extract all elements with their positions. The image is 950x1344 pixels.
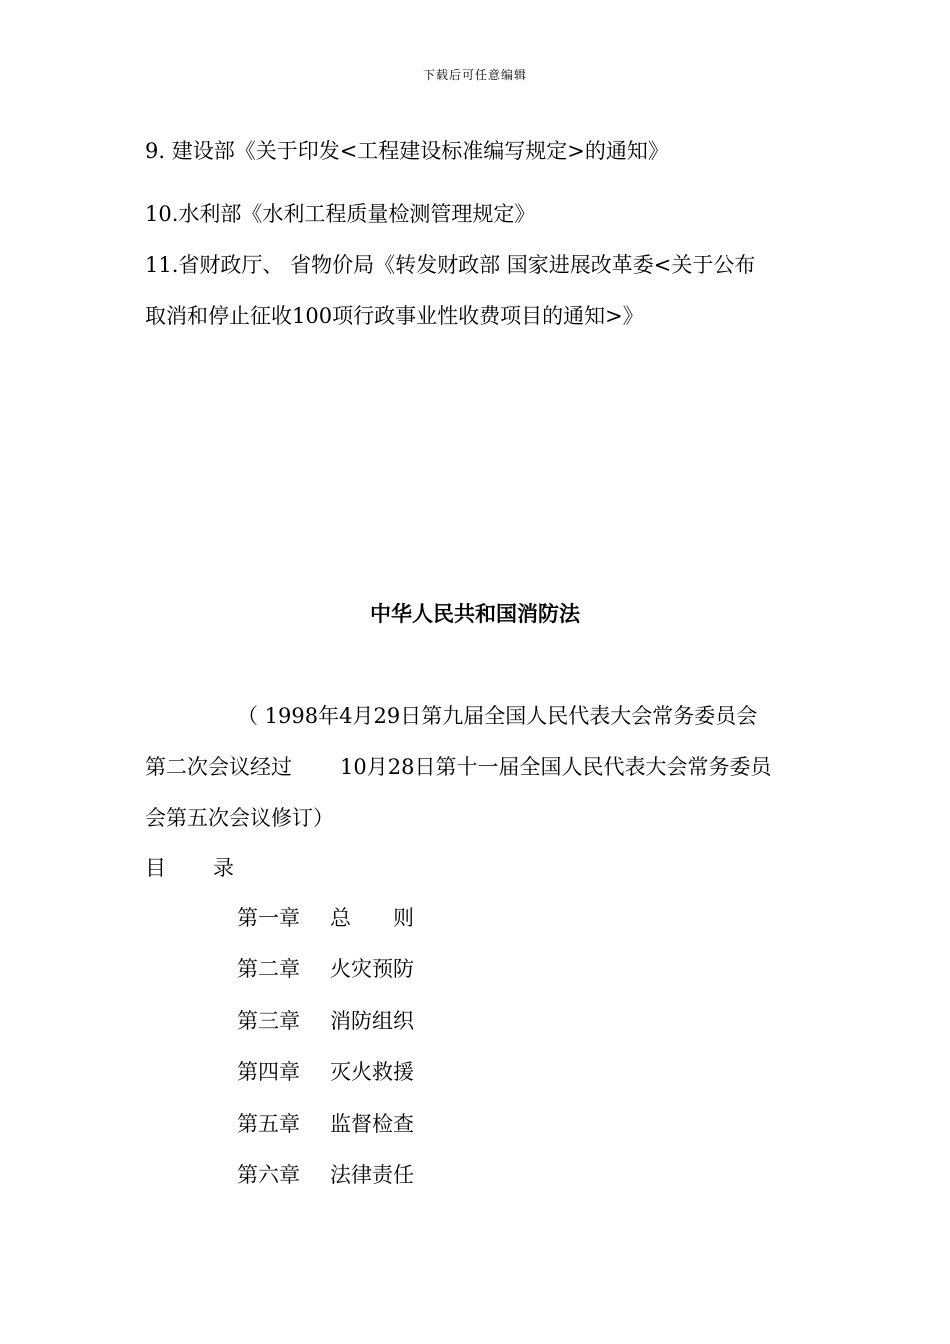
toc-chapter-name: 总 则 [330, 906, 414, 930]
toc-chapter-number: 第三章 [237, 1009, 300, 1033]
toc-chapter-number: 第六章 [237, 1163, 300, 1187]
preamble-line-3: 会第五次会议修订） [145, 806, 334, 830]
toc-chapter-name: 灭火救援 [330, 1060, 414, 1084]
toc-chapter-number: 第一章 [237, 906, 300, 930]
header-note: 下载后可任意编辑 [422, 68, 527, 82]
preamble-line-2-right: 10月28日第十一届全国人民代表大会常务委员 [340, 755, 772, 779]
reference-item-10: 10.水利部《水利工程质量检测管理规定》 [145, 202, 536, 226]
toc-heading [145, 855, 234, 881]
toc-chapter-name: 消防组织 [330, 1009, 414, 1033]
reference-item-11-line-2: 取消和停止征收100项行政事业性收费项目的通知>》 [145, 304, 644, 328]
reference-item-11-line-1: 11.省财政厅、 省物价局《转发财政部 国家进展改革委<关于公布 [145, 253, 756, 277]
reference-item-9: 9. 建设部《关于印发<工程建设标准编写规定>的通知》 [145, 139, 669, 163]
toc-chapter-name: 火灾预防 [330, 957, 414, 981]
law-title: 中华人民共和国消防法 [370, 601, 580, 626]
preamble-line-2 [145, 754, 771, 780]
toc-item [237, 1111, 414, 1137]
toc-chapter-number: 第四章 [237, 1060, 300, 1084]
toc-item [237, 1162, 414, 1188]
toc-item [237, 956, 414, 982]
preamble-line-1: （ 1998年4月29日第九届全国人民代表大会常务委员会 [237, 704, 758, 728]
preamble-line-2-left: 第二次会议经过 [145, 755, 292, 779]
toc-chapter-number: 第五章 [237, 1112, 300, 1136]
toc-chapter-name: 法律责任 [330, 1163, 414, 1187]
toc-chapter-number: 第二章 [237, 957, 300, 981]
toc-item [237, 905, 414, 931]
toc-item [237, 1008, 414, 1034]
toc-item [237, 1059, 414, 1085]
toc-heading-left: 目 [145, 856, 166, 880]
toc-chapter-name: 监督检查 [330, 1112, 414, 1136]
toc-heading-right: 录 [213, 856, 234, 880]
